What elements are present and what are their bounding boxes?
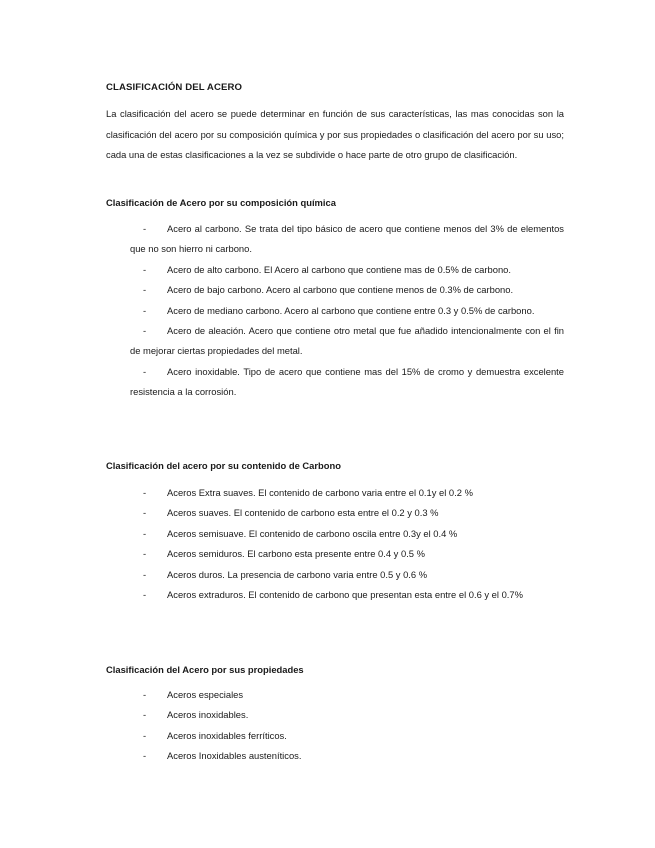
bullet-dash: -	[143, 487, 147, 498]
list-item: - Acero inoxidable. Tipo de acero que contiene mas del 15% de cromo y demuestra excelente resistencia a la corrosión.	[130, 362, 564, 403]
list-item: - Aceros Extra suaves. El contenido de carbono varia entre el 0.1y el 0.2 %	[130, 483, 564, 503]
bullet-dash: -	[143, 365, 147, 377]
carbon-list	[130, 483, 564, 605]
list-item: - Aceros semiduros. El carbono esta presente entre 0.4 y 0.5 %	[130, 544, 564, 564]
document-title: CLASIFICACIÓN DEL ACERO	[106, 82, 243, 93]
list-item: - Aceros extraduros. El contenido de carbono que presentan esta entre el 0.6 y el 0.7%	[130, 585, 564, 605]
list-item: - Acero al carbono. Se trata del tipo básico de acero que contiene menos del 3% de elementos que no son hierro ni carbono.	[130, 219, 564, 260]
list-item: - Aceros especiales	[130, 685, 564, 705]
bullet-dash: -	[143, 709, 147, 721]
list-item: - Aceros Inoxidables austeníticos.	[130, 746, 564, 766]
section-heading-carbon: Clasificación del acero por su contenido de Carbono	[106, 460, 341, 471]
intro-paragraph	[106, 104, 564, 166]
list-item: - Aceros inoxidables.	[130, 705, 564, 725]
composition-list	[130, 219, 564, 403]
list-item: - Aceros suaves. El contenido de carbono esta entre el 0.2 y 0.3 %	[130, 503, 564, 523]
bullet-dash: -	[143, 325, 147, 337]
list-item: - Acero de aleación. Acero que contiene otro metal que fue añadido intencionalmente con el fin de mejorar ciertas propiedades del metal.	[130, 321, 564, 362]
bullet-dash: -	[143, 589, 147, 601]
bullet-dash: -	[143, 507, 147, 519]
list-item: - Aceros semisuave. El contenido de carbono oscila entre 0.3y el 0.4 %	[130, 524, 564, 544]
list-item: - Acero de bajo carbono. Acero al carbono que contiene menos de 0.3% de carbono.	[130, 280, 564, 300]
bullet-dash: -	[143, 548, 147, 560]
section-heading-composition: Clasificación de Acero por su composición química	[106, 197, 336, 208]
bullet-dash: -	[143, 527, 147, 539]
bullet-dash: -	[143, 304, 147, 316]
bullet-dash: -	[143, 263, 147, 275]
section-heading-properties: Clasificación del Acero por sus propiedades	[106, 664, 304, 675]
properties-list	[130, 685, 564, 767]
bullet-dash: -	[143, 729, 147, 741]
list-item: - Aceros duros. La presencia de carbono varia entre 0.5 y 0.6 %	[130, 565, 564, 585]
bullet-dash: -	[143, 568, 147, 580]
list-item: - Acero de alto carbono. El Acero al carbono que contiene mas de 0.5% de carbono.	[130, 260, 564, 280]
list-item: - Aceros inoxidables ferríticos.	[130, 726, 564, 746]
bullet-dash: -	[143, 689, 147, 700]
intro-text: La clasificación del acero se puede determinar en función de sus características, las mas conocidas son la clasificación del acero por su composición química y por sus propiedades o clasificación del acero por su uso; cada una de estas clasificaciones a la vez se subdivide o hace parte de otro grupo de clasificación.	[106, 108, 564, 160]
bullet-dash: -	[143, 284, 147, 296]
bullet-dash: -	[143, 223, 147, 234]
list-item: - Acero de mediano carbono. Acero al carbono que contiene entre 0.3 y 0.5% de carbono.	[130, 301, 564, 321]
bullet-dash: -	[143, 750, 147, 762]
